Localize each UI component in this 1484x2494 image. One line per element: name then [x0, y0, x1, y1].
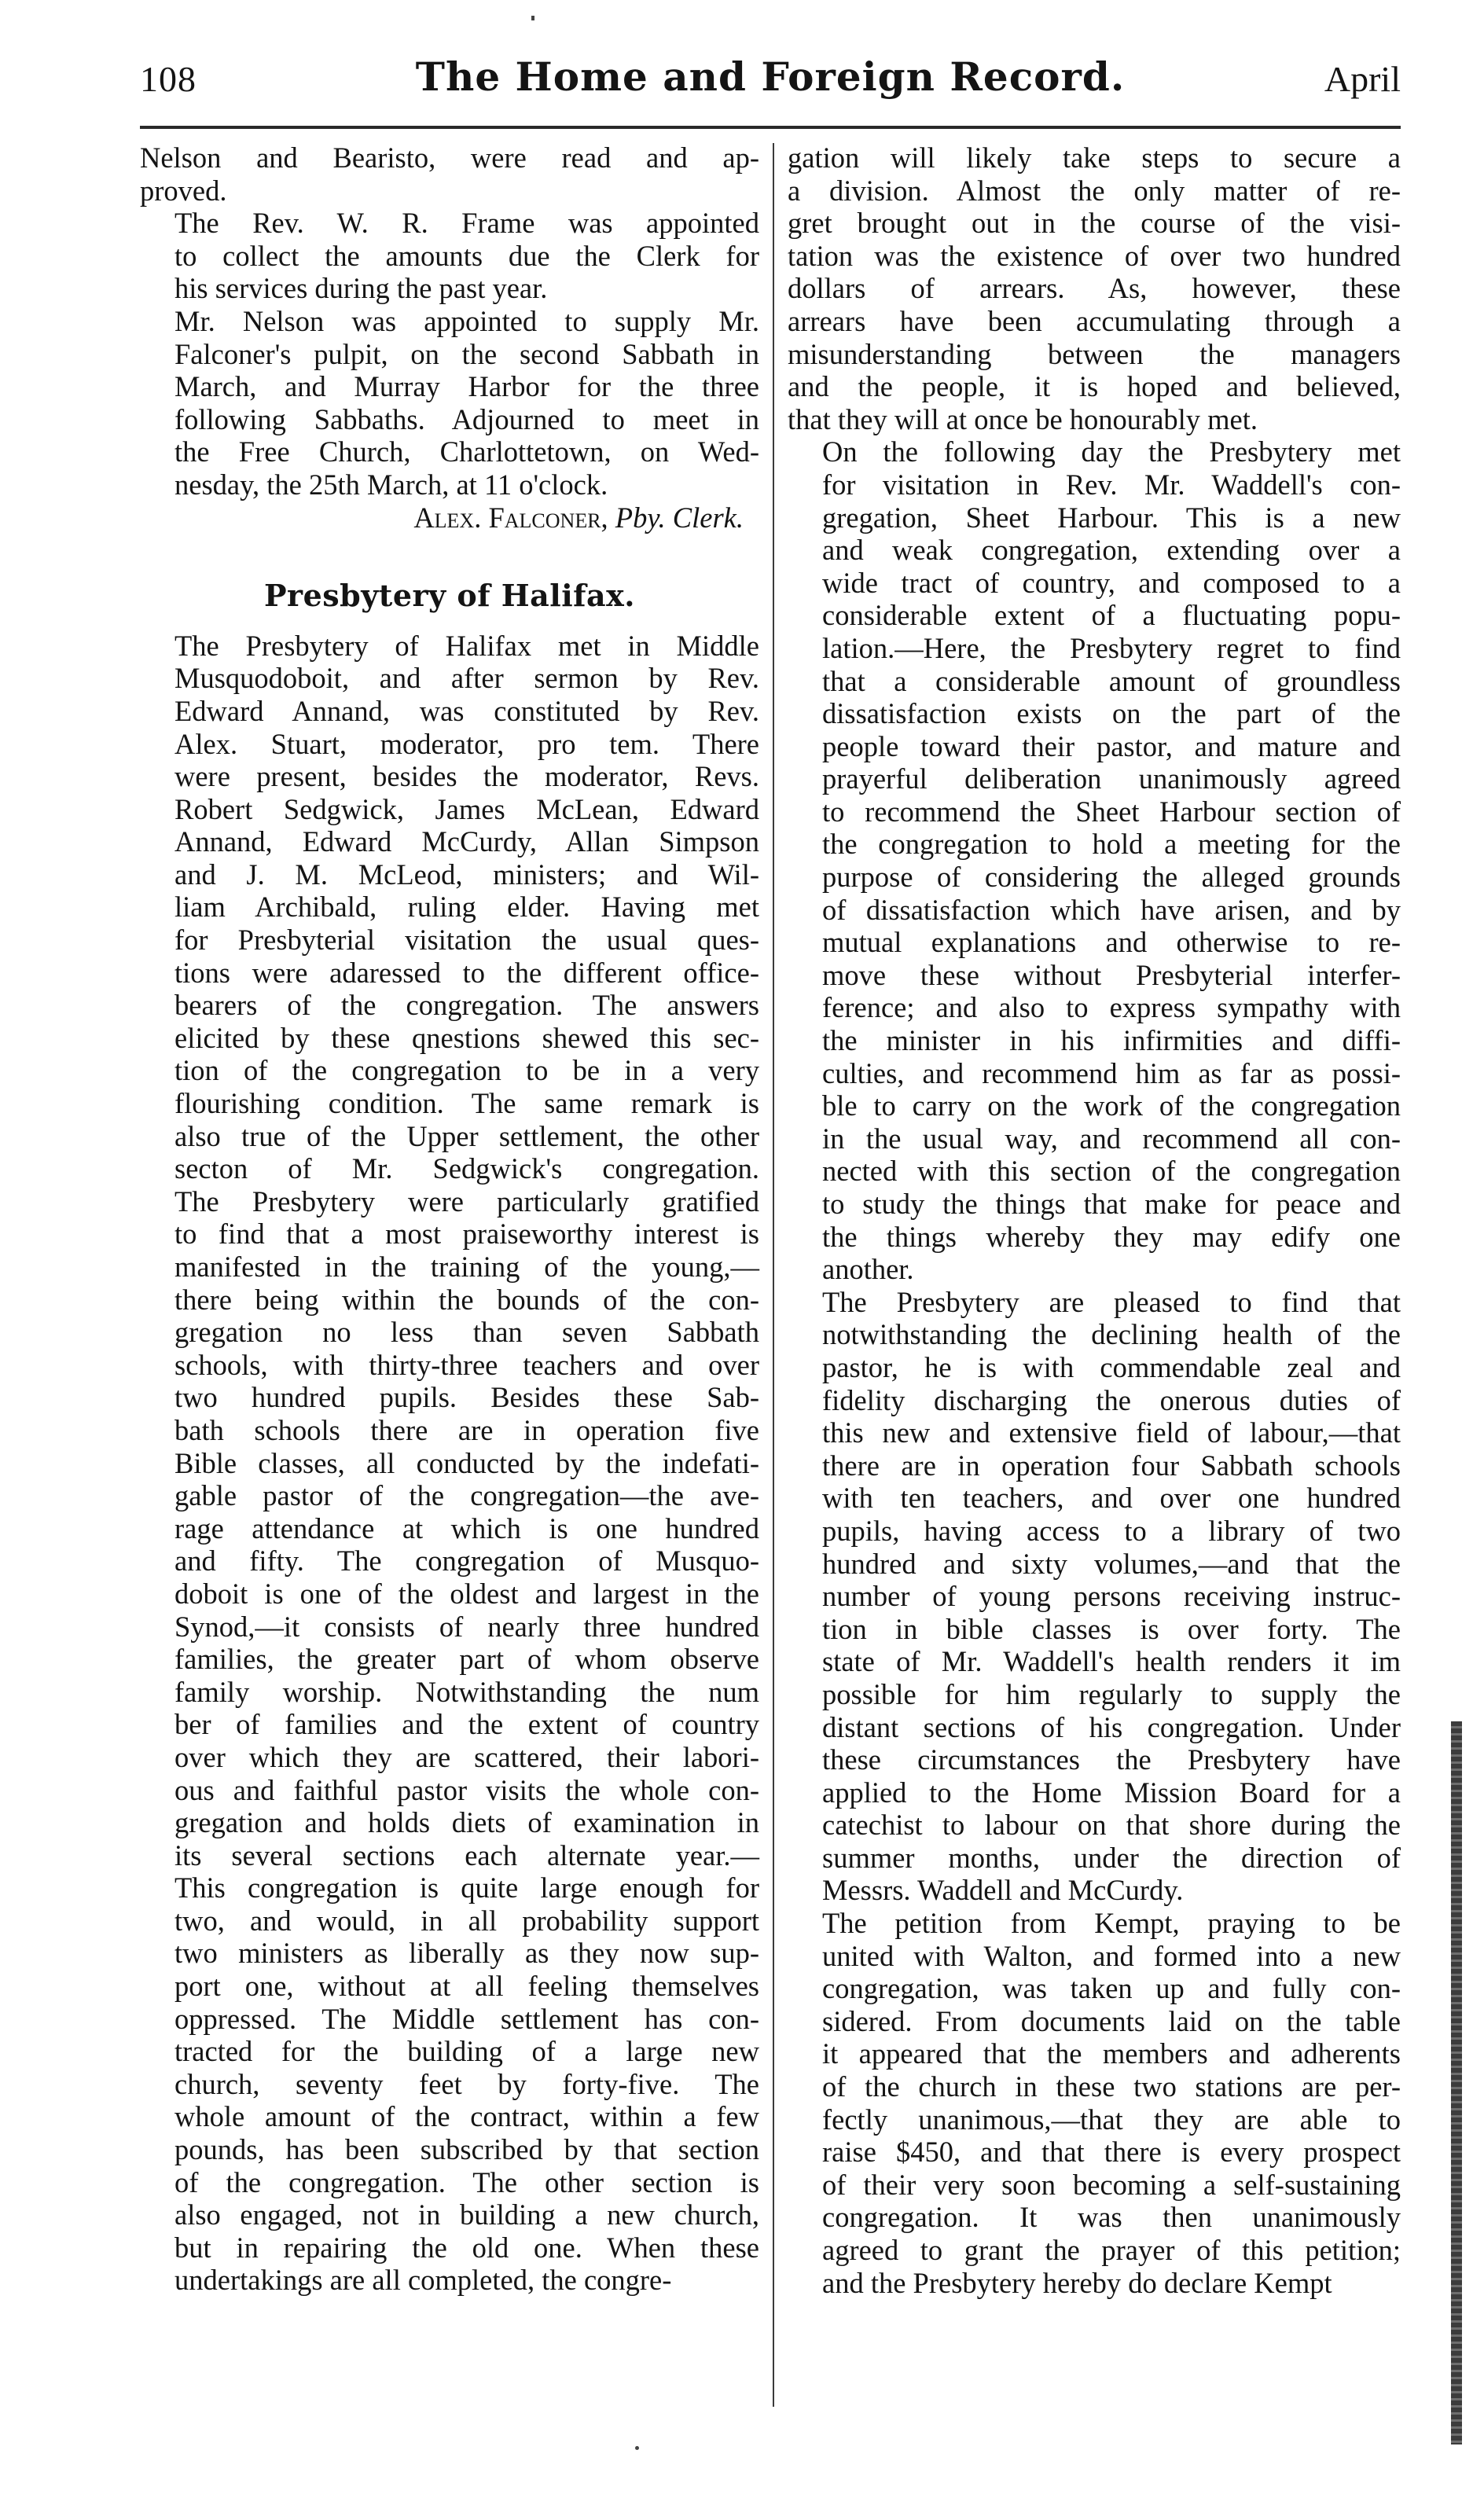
text-line: wide tract of country, and composed to a — [822, 566, 1401, 599]
text-line: flourishing condition. The same remark is — [174, 1087, 759, 1120]
text-line: and the people, it is hoped and believed, — [788, 370, 1401, 403]
text-line: number of young persons receiving instruc- — [822, 1580, 1401, 1613]
text-line: Falconer's pulpit, on the second Sabbath in — [174, 337, 759, 370]
text-line: the things whereby they may edify one — [822, 1220, 1401, 1253]
text-line: Musquodoboit, and after sermon by Rev. — [174, 662, 759, 695]
text-line: proved. — [140, 174, 227, 207]
running-header — [140, 53, 1401, 121]
text-line: purpose of considering the alleged grounds — [822, 861, 1401, 894]
journal-title: The Home and Foreign Record. — [415, 53, 1126, 100]
signature-name: Alex. Falconer, — [413, 501, 608, 534]
text-line: his services during the past year. — [174, 272, 548, 305]
text-line: The Presbytery are pleased to find that — [822, 1285, 1401, 1318]
text-line: and fifty. The congregation of Musquo- — [174, 1545, 759, 1578]
section-heading: Presbytery of Halifax. — [263, 578, 636, 614]
text-line: rage attendance at which is one hundred — [174, 1511, 759, 1545]
text-line: agreed to grant the prayer of this petition; — [822, 2234, 1401, 2266]
text-line: of the church in these two stations are per- — [822, 2070, 1401, 2103]
text-line: liam Archibald, ruling elder. Having met — [174, 891, 759, 924]
text-line: manifested in the training of the young,— — [174, 1251, 759, 1283]
text-line: The petition from Kempt, praying to be — [822, 1907, 1401, 1940]
text-line: its several sections each alternate year.— — [174, 1838, 759, 1871]
text-line: ber of families and the extent of country — [174, 1708, 759, 1741]
text-line: that they will at once be honourably met. — [788, 402, 1258, 435]
text-line: there being within the bounds of the con- — [174, 1283, 759, 1316]
text-line: Robert Sedgwick, James McLean, Edward — [174, 792, 759, 825]
text-line: March, and Murray Harbor for the three — [174, 370, 759, 403]
text-line: following Sabbaths. Adjourned to meet in — [174, 402, 759, 435]
text-line: also true of the Upper settlement, the other — [174, 1119, 759, 1152]
paragraph — [788, 1907, 1401, 2299]
paragraph — [140, 305, 759, 501]
text-line: there are in operation four Sabbath schools — [822, 1449, 1401, 1482]
scan-speck — [635, 2446, 639, 2450]
text-line: pastor, he is with commendable zeal and — [822, 1350, 1401, 1383]
text-line: hundred and sixty volumes,—and that the — [822, 1547, 1401, 1580]
page-number: 108 — [140, 59, 197, 99]
text-line: move these without Presbyterial interfer- — [822, 958, 1401, 991]
text-line: another. — [822, 1253, 914, 1286]
text-line: schools, with thirty-three teachers and over — [174, 1348, 759, 1381]
text-line: distant sections of his congregation. Under — [822, 1710, 1401, 1743]
right-body-text — [788, 141, 1401, 2299]
text-line: and the Presbytery hereby do declare Kempt — [822, 2266, 1332, 2299]
right-column — [788, 141, 1401, 2299]
text-line: also engaged, not in building a new church, — [174, 2198, 759, 2231]
text-line: arrears have been accumulating through a — [788, 304, 1401, 337]
text-line: it appeared that the members and adherents — [822, 2037, 1401, 2070]
text-line: gable pastor of the congregation—the ave- — [174, 1479, 759, 1512]
text-line: a division. Almost the only matter of re- — [788, 174, 1401, 207]
text-line: undertakings are all completed, the congre- — [174, 2264, 672, 2297]
text-line: tion of the congregation to be in a very — [174, 1054, 759, 1087]
text-line: congregation, was taken up and fully con- — [822, 1972, 1401, 2005]
text-line: two hundred pupils. Besides these Sab- — [174, 1381, 759, 1414]
text-line: notwithstanding the declining health of the — [822, 1318, 1401, 1351]
text-line: two, and would, in all probability support — [174, 1904, 759, 1937]
text-line: the Free Church, Charlottetown, on Wed- — [174, 435, 759, 468]
left-intro-text — [140, 141, 759, 501]
scan-speck — [531, 16, 534, 20]
text-line: The Presbytery of Halifax met in Middle — [174, 629, 759, 662]
text-line: raise $450, and that there is every prospect — [822, 2136, 1401, 2169]
text-line: mutual explanations and otherwise to re- — [822, 926, 1401, 959]
text-line: bath schools there are in operation five — [174, 1413, 759, 1446]
text-line: family worship. Notwithstanding the num — [174, 1675, 759, 1708]
text-line: families, the greater part of whom observe — [174, 1643, 759, 1676]
text-line: doboit is one of the oldest and largest in the — [174, 1577, 759, 1610]
left-body-text — [140, 630, 759, 2297]
text-line: On the following day the Presbytery met — [822, 435, 1401, 468]
text-line: sidered. From documents laid on the table — [822, 2004, 1401, 2037]
text-line: people toward their pastor, and mature and — [822, 729, 1401, 762]
text-line: and weak congregation, extending over a — [822, 534, 1401, 567]
text-line: Synod,—it consists of nearly three hundred — [174, 1610, 759, 1643]
text-line: tation was the existence of over two hundred — [788, 239, 1401, 272]
text-line: considerable extent of a fluctuating popu- — [822, 599, 1401, 632]
text-line: pupils, having access to a library of two — [822, 1514, 1401, 1547]
text-line: elicited by these qnestions shewed this sec- — [174, 1021, 759, 1054]
paragraph — [788, 435, 1401, 1285]
text-line: to collect the amounts due the Clerk for — [174, 239, 759, 272]
text-line: two ministers as liberally as they now sup- — [174, 1937, 759, 1970]
text-line: for visitation in Rev. Mr. Waddell's con- — [822, 468, 1401, 501]
text-line: to recommend the Sheet Harbour section of — [822, 795, 1401, 828]
text-line: Annand, Edward McCurdy, Allan Simpson — [174, 825, 759, 858]
text-line: The Rev. W. R. Frame was appointed — [174, 207, 759, 240]
text-line: gation will likely take steps to secure a — [788, 141, 1401, 174]
text-line: gregation no less than seven Sabbath — [174, 1316, 759, 1349]
text-line: oppressed. The Middle settlement has con- — [174, 2002, 759, 2035]
text-line: the congregation to hold a meeting for the — [822, 828, 1401, 861]
text-line: gregation and holds diets of examination in — [174, 1806, 759, 1839]
text-line: gret brought out in the course of the visi- — [788, 207, 1401, 240]
text-line: Nelson and Bearisto, were read and ap- — [140, 141, 759, 174]
paragraph — [788, 1286, 1401, 1907]
text-line: that a considerable amount of groundless — [822, 664, 1401, 697]
text-line: these circumstances the Presbytery have — [822, 1743, 1401, 1776]
paragraph — [140, 141, 759, 207]
text-line: summer months, under the direction of — [822, 1841, 1401, 1874]
text-line: ble to carry on the work of the congregation — [822, 1089, 1401, 1122]
text-line: The Presbytery were particularly gratified — [174, 1185, 759, 1218]
text-line: applied to the Home Mission Board for a — [822, 1776, 1401, 1809]
signature-role: Pby. Clerk. — [615, 501, 744, 534]
clerk-signature — [140, 501, 759, 534]
text-line: of dissatisfaction which have arisen, and by — [822, 893, 1401, 926]
text-line: the minister in his infirmities and diffi- — [822, 1024, 1401, 1057]
text-line: port one, without at all feeling themselves — [174, 1970, 759, 2003]
text-line: possible for him regularly to supply the — [822, 1677, 1401, 1710]
paragraph — [140, 630, 759, 2297]
text-line: lation.—Here, the Presbytery regret to find — [822, 631, 1401, 664]
text-line: This congregation is quite large enough for — [174, 1871, 759, 1904]
text-line: Alex. Stuart, moderator, pro tem. There — [174, 727, 759, 760]
text-line: gregation, Sheet Harbour. This is a new — [822, 501, 1401, 534]
text-line: ference; and also to express sympathy with — [822, 991, 1401, 1024]
text-line: fidelity discharging the onerous duties of — [822, 1383, 1401, 1416]
text-line: in the usual way, and recommend all con- — [822, 1122, 1401, 1155]
text-line: tions were adaressed to the different office- — [174, 956, 759, 989]
text-line: for Presbyterial visitation the usual ques- — [174, 924, 759, 957]
issue-month: April — [1324, 59, 1401, 99]
text-line: nesday, the 25th March, at 11 o'clock. — [174, 468, 608, 501]
text-line: pounds, has been subscribed by that section — [174, 2133, 759, 2166]
text-line: Messrs. Waddell and McCurdy. — [822, 1874, 1184, 1907]
text-line: tion in bible classes is over forty. The — [822, 1612, 1401, 1645]
text-line: united with Walton, and formed into a new — [822, 1939, 1401, 1972]
text-line: fectly unanimous,—that they are able to — [822, 2103, 1401, 2136]
text-line: this new and extensive field of labour,—that — [822, 1416, 1401, 1449]
text-line: secton of Mr. Sedgwick's congregation. — [174, 1152, 759, 1185]
text-line: whole amount of the contract, within a few — [174, 2100, 759, 2133]
text-line: church, seventy feet by forty-five. The — [174, 2067, 759, 2100]
text-line: misunderstanding between the managers — [788, 337, 1401, 370]
text-line: nected with this section of the congregation — [822, 1155, 1401, 1188]
text-line: to find that a most praiseworthy interest is — [174, 1218, 759, 1251]
text-line: with ten teachers, and over one hundred — [822, 1482, 1401, 1515]
text-line: and J. M. McLeod, ministers; and Wil- — [174, 858, 759, 891]
header-rule — [140, 126, 1401, 129]
text-line: ous and faithful pastor visits the whole con- — [174, 1773, 759, 1806]
text-line: were present, besides the moderator, Revs. — [174, 760, 759, 793]
text-line: Mr. Nelson was appointed to supply Mr. — [174, 304, 759, 337]
text-line: congregation. It was then unanimously — [822, 2201, 1401, 2234]
paragraph — [140, 207, 759, 305]
text-line: dollars of arrears. As, however, these — [788, 272, 1401, 305]
left-column — [140, 141, 759, 2297]
text-line: dissatisfaction exists on the part of the — [822, 697, 1401, 730]
text-line: prayerful deliberation unanimously agreed — [822, 762, 1401, 795]
text-line: over which they are scattered, their labori- — [174, 1740, 759, 1773]
text-line: to study the things that make for peace and — [822, 1188, 1401, 1220]
text-line: of the congregation. The other section is — [174, 2165, 759, 2198]
text-line: culties, and recommend him as far as possi- — [822, 1056, 1401, 1089]
text-line: Bible classes, all conducted by the indefati- — [174, 1446, 759, 1479]
text-line: tracted for the building of a large new — [174, 2035, 759, 2068]
text-line: of their very soon becoming a self-sustaining — [822, 2168, 1401, 2201]
column-divider — [773, 143, 774, 2407]
text-line: bearers of the congregation. The answers — [174, 989, 759, 1022]
text-line: but in repairing the old one. When these — [174, 2231, 759, 2264]
text-line: Edward Annand, was constituted by Rev. — [174, 694, 759, 727]
paragraph — [788, 141, 1401, 435]
text-line: state of Mr. Waddell's health renders it im — [822, 1645, 1401, 1678]
scan-edge-mark — [1451, 1721, 1462, 2444]
text-line: catechist to labour on that shore during the — [822, 1809, 1401, 1842]
